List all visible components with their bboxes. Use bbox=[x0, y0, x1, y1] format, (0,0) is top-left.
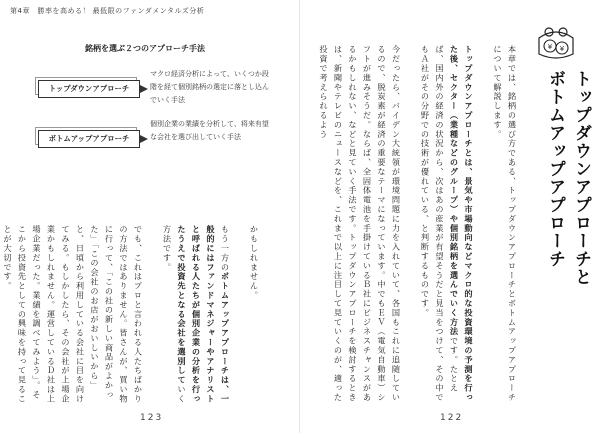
page-number-left: 123 bbox=[140, 413, 164, 423]
bottomup-description: 個別企業の業績を分析して、将来有望な会社を選び出していく手法 bbox=[150, 120, 269, 141]
left-paragraph-1: かもしれません。 bbox=[249, 225, 260, 301]
topdown-label-box: トップダウンアプローチ bbox=[38, 80, 140, 98]
chapter-heading: トップダウンアプローチと ボトムアップアプローチ bbox=[545, 70, 591, 286]
left-paragraph-2-post: いく方法です。 bbox=[162, 225, 187, 404]
left-paragraph-3: でも、これはプロと言われる人たちばかりの方法ではありません。皆さんが、買い物に行って、「この社の新しい商品がよかった」「この会社のお店がおいしいから」と、日頃から利用している会社に目を向けてみる。もしかしたら、その会社が上場企業かもしれません。運営しているＤ社は上場企業だった。業績を調べてみよう」。そこから投資先としての興味を持って見ることが大切です。 bbox=[3, 225, 144, 404]
right-page bbox=[300, 0, 600, 433]
diagram-title: 銘柄を選ぶ２つのアプローチ手法 bbox=[85, 44, 205, 53]
right-paragraph-1: 本章では、銘柄の選び方である、トップダウンアプローチとボトムアップアプローチについて解説します。 bbox=[493, 45, 518, 403]
coin-purse-icon bbox=[533, 24, 579, 64]
running-head: 第4章 勝率を高める！ 最低限のファンダメンタルズ分析 bbox=[10, 7, 205, 15]
right-paragraph-3: 今だったら、バイデン大統領が環境問題に力を入れていて、各国もこれに追随しているので、脱炭素が経済の重要なテーマになっています。中でもＥＶ（電気自動車）シフトが進みそうだ。ならば、全固体電池を手掛けているＢ社にビジネスチャンスがあるかもしれない、などと見ていく手法です。トップダウンアプローチを検討するときは、新聞やテレビのニュースなどを、これまで以上に注目して見ていくのが、適った投資で考えられるよう bbox=[319, 45, 402, 403]
page-number-right: 122 bbox=[440, 413, 464, 423]
svg-text:¥: ¥ bbox=[547, 43, 553, 51]
right-paragraph-2-emphasis: トップダウンアプローチとは、景気や市場動向などマクロ的な投資環境の予測を行った後、セクター（業種などのグループ）や個別銘柄を選んでいく方法 bbox=[449, 45, 474, 403]
svg-text:¥: ¥ bbox=[559, 45, 565, 53]
right-paragraph-2-post: です。たとえば、国内外の経済の状況から、次はあの産業が有望そうだと見当をつけて、その中でもＡ社がその分野での技術が優れている、と判断するものです。 bbox=[420, 45, 460, 403]
left-paragraph-2-emphasis: ボトムアップアプローチは、一般的にはファンドマネジャーやアナリストと呼ばれる人たちが個別企業の分析を行ったうえで投資先となる会社を選別して bbox=[177, 225, 231, 404]
right-body-text bbox=[317, 45, 535, 405]
left-body-text bbox=[1, 225, 277, 405]
bottomup-label-box: ボトムアップアプローチ bbox=[38, 130, 140, 148]
topdown-description: マクロ経済分析によって、いくつか段階を経て個別銘柄の選定に落とし込んでいく手法 bbox=[150, 70, 269, 104]
left-paragraph-2-pre: もう一方の bbox=[220, 225, 231, 272]
